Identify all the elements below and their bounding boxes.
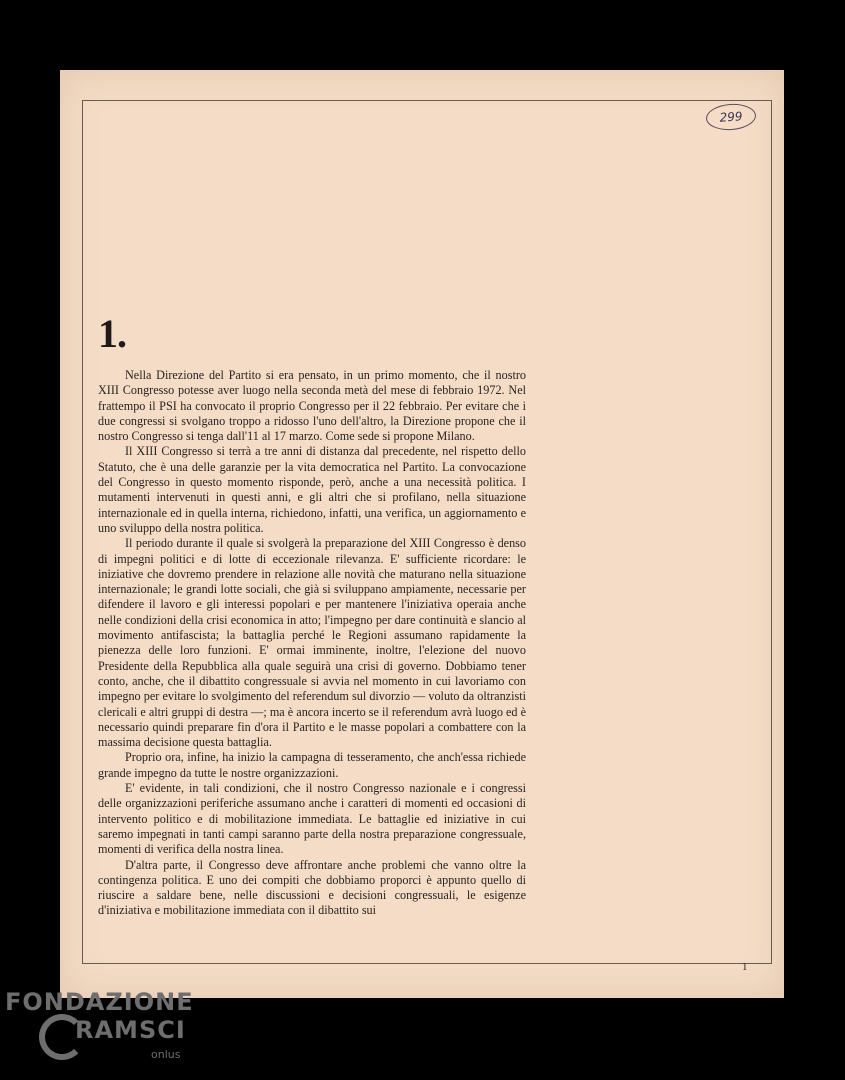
paragraph-1: Nella Direzione del Partito si era pensato, in un primo momento, che il nostro XIII Congresso potesse aver luogo nella seconda metà del mese di febbraio 1972. Nel frattempo il PSI ha convocato il proprio Congresso per il 22 febbraio. Per evitare che i due congressi si svolgano troppo a ridosso l'uno dell'altro, la Direzione propone che il nostro Congresso si tenga dall'11 al 17 marzo. Come sede si propone Milano. [98,368,526,444]
logo-line1: FONDAZIONE [5,988,194,1016]
document-page [60,70,784,998]
paragraph-4: Proprio ora, infine, ha inizio la campagna di tesseramento, che anch'essa richiede grande impegno da tutte le nostre organizzazioni. [98,750,526,780]
fondazione-gramsci-logo [5,986,225,1076]
paragraph-5: E' evidente, in tali condizioni, che il nostro Congresso nazionale e i congressi delle organizzazioni periferiche assumano anche i caratteri di momenti ed occasioni di intervento politico e di mobilitazione immediata. Le battaglie ed iniziative in cui saremo impegnati in tanti campi saranno parte della nostra preparazione congressuale, momenti di verifica della nostra linea. [98,781,526,857]
page-number: 1 [742,961,748,973]
logo-line2: RAMSCI [75,1016,186,1044]
paragraph-2: Il XIII Congresso si terrà a tre anni di distanza dal precedente, nel rispetto dello Statuto, che è una delle garanzie per la vita democratica nel Partito. La convocazione del Congresso in questo momento risponde, però, anche a una necessità politica. I mutamenti intervenuti in questi anni, e gli altri che si profilano, nella situazione internazionale ed in quella interna, richiedono, infatti, una verifica, un aggiornamento e uno sviluppo della nostra politica. [98,444,526,535]
paragraph-3: Il periodo durante il quale si svolgerà la preparazione del XIII Congresso è denso di impegni politici e di lotte di eccezionale rilevanza. E' sufficiente ricordare: le iniziative che dovremo prendere in relazione alle novità che maturano nella situazione internazionale; le grandi lotte sociali, che già si sviluppano ampiamente, necessarie per difendere il lavoro e gli interessi popolari e per mantenere l'iniziativa operaia anche nelle condizioni della crisi economica in atto; l'impegno per dare continuità e slancio al movimento antifascista; la battaglia perché le Regioni assumano rapidamente la pienezza delle loro funzioni. E' ormai imminente, inoltre, l'elezione del nuovo Presidente della Repubblica alla quale seguirà una crisi di governo. Dobbiamo tener conto, anche, che il dibattito congressuale si avvia nel momento in cui lavoriamo con impegno per evitare lo svolgimento del referendum sul divorzio — voluto da oltranzisti clericali e altri gruppi di destra —; ma è ancora incerto se il referendum avrà luogo ed è necessario quindi preparare fin d'ora il Partito e le masse popolari a combattere con la massima decisione questa battaglia. [98,536,526,750]
chapter-heading: 1. [98,311,126,356]
logo-line3: onlus [151,1048,181,1061]
stamp-number: 299 [719,109,743,125]
body-text [98,368,526,919]
paragraph-6: D'altra parte, il Congresso deve affrontare anche problemi che vanno oltre la contingenza politica. E uno dei compiti che dobbiamo proporci è appunto quello di riuscire a saldare bene, nelle discussioni e decisioni congressuali, le esigenze d'iniziativa e mobilitazione immediata con il dibattito sui [98,857,526,918]
